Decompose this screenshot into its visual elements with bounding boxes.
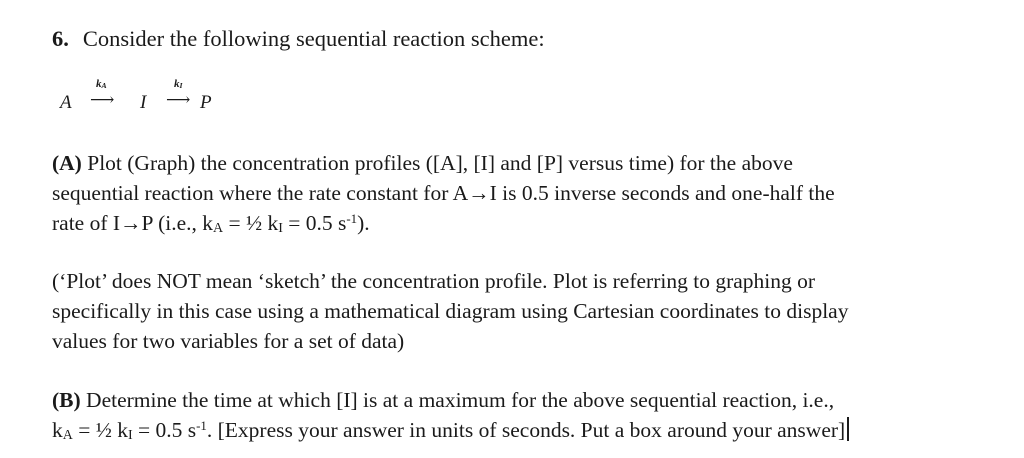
part-b-rate-value: = 0.5 s [132, 418, 197, 442]
question-text: Consider the following sequential reaction scheme: [82, 26, 545, 51]
part-b-rate-sub-a: A [62, 428, 73, 444]
rate-constant-ki [174, 78, 183, 90]
rate-constant-ki-base: k [174, 78, 180, 90]
part-a-rate-mid: = ½ k [223, 211, 279, 235]
part-a-rate-unit-exp: -1 [346, 211, 358, 226]
part-b-line-1 [52, 385, 834, 415]
rate-constant-ka-base: k [96, 78, 102, 90]
rate-constant-ki-sub: I [179, 81, 183, 91]
part-a-rate-value: = 0.5 s [282, 211, 347, 235]
part-b-instruction: . [Express your answer in units of seconds. Put a box around your answer] [206, 418, 846, 442]
part-b-rate-mid: = ½ k [72, 418, 128, 442]
species-a: A [60, 92, 72, 113]
note-line-3: values for two variables for a set of data) [52, 329, 405, 353]
part-a-rate-sub-i: I [278, 221, 283, 237]
note-line-2: specifically in this case using a mathematical diagram using Cartesian coordinates to display [52, 299, 849, 323]
part-a-rate-end: ). [357, 211, 370, 235]
part-a-line-1 [52, 148, 793, 178]
species-i: I [140, 92, 147, 113]
part-b-rate-pre: k [52, 418, 63, 442]
part-b-text-1: Determine the time at which [I] is at a maximum for the above sequential reaction, i.e., [80, 388, 835, 412]
rate-constant-ka [96, 78, 107, 90]
species-p: P [200, 92, 212, 113]
part-b-rate-sub-i: I [127, 428, 133, 444]
part-a-line-3 [52, 208, 370, 238]
question-heading [52, 24, 545, 54]
reaction-scheme [60, 78, 260, 118]
part-a-rate-pre: rate of I→P (i.e., k [52, 211, 213, 235]
reaction-arrow-2: ⟶ [166, 90, 191, 109]
part-a-text-1: Plot (Graph) the concentration profiles ([A], [I] and [P] versus time) for the above [81, 151, 793, 175]
part-a-line-2: sequential reaction where the rate constant for A→I is 0.5 inverse seconds and one-half the [52, 181, 835, 205]
reaction-arrow-1: ⟶ [90, 90, 115, 109]
question-number: 6. [52, 26, 69, 51]
part-b-line-2 [52, 415, 849, 445]
part-a-rate-sub-a: A [213, 221, 224, 237]
part-b-rate-unit-exp: -1 [196, 418, 207, 433]
text-cursor [847, 417, 849, 441]
part-a-label: (A) [52, 151, 82, 175]
note-line-1: (‘Plot’ does NOT mean ‘sketch’ the concentration profile. Plot is referring to graphing or [52, 269, 816, 293]
part-b-label: (B) [52, 388, 81, 412]
rate-constant-ka-sub: A [101, 81, 107, 91]
